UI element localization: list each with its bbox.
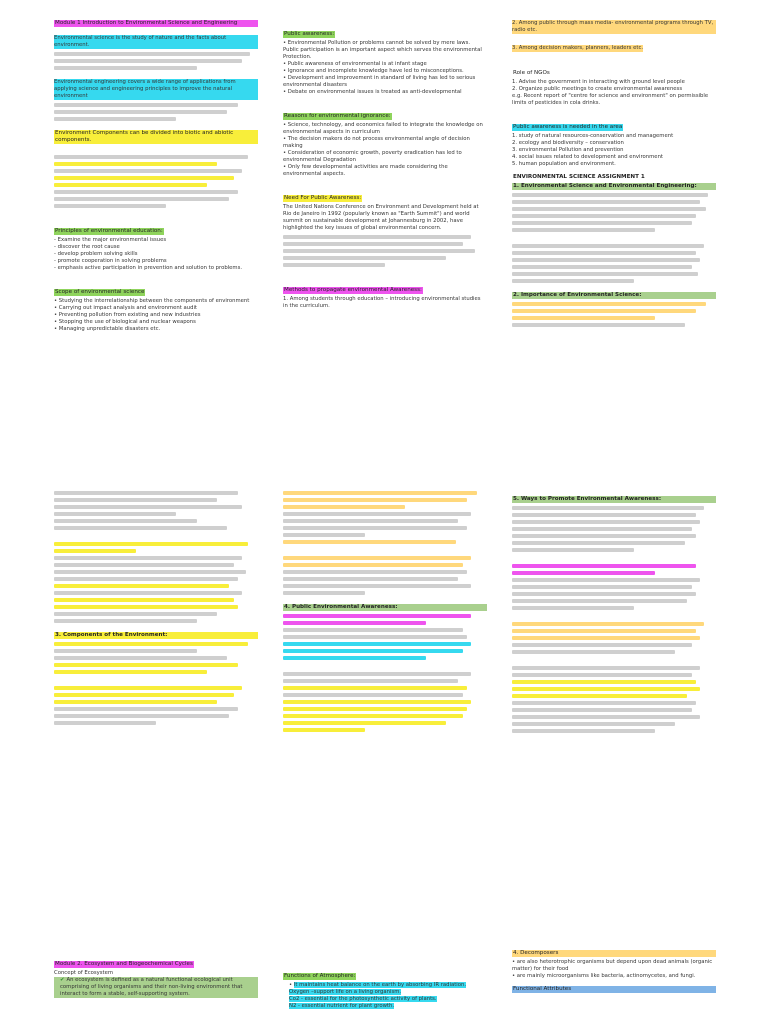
- section3-column-3: [512, 950, 716, 995]
- assignment-heading-1: 1. Environmental Science and Environmental Engineering:: [512, 183, 716, 190]
- atmosphere-bullet: [283, 982, 487, 1010]
- atmosphere-bullet-text: It maintains heat balance on the earth by absorbing IR radiation. Oxygen –support life on a living organism. Co2 - essential for the photosynthetic activity of plants. N2 - essential nutrient for plant growth.: [289, 982, 467, 1009]
- bullet-icon: •: [289, 982, 294, 988]
- ecosystem-definition-text: An ecosystem is defined as a natural functional ecological unit comprising of living organisms and their non-living environment that interact to form a stable, self-supporting system.: [60, 977, 243, 997]
- module-2-title: Module 2. Ecosystem and Biogeochemical Cycles: [55, 961, 193, 967]
- scope-list: • Studying the interrelationship between the components of environment • Carrying out impact analysis and environment audit • Preventing pollution from existing and new industries • Stopping the use of biological and nuclear weapons • Managing unpredictable disasters etc.: [54, 298, 250, 332]
- decision-makers-line: 3. Among decision makers, planners, leaders etc.: [512, 45, 644, 51]
- section1-column-3: [512, 20, 716, 330]
- functional-attributes-heading: Functional Attributes: [512, 986, 716, 993]
- section3-column-2: [283, 962, 487, 1010]
- components-heading: Environment Components can be divided into biotic and abiotic components.: [54, 130, 258, 144]
- section2-column-2: [283, 488, 487, 735]
- principles-list: - Examine the major environmental issues - discover the root cause - develop problem solving skills - promote cooperation in solving problems - emphasis active participation in prevention and solution to problems.: [54, 237, 243, 271]
- public-awareness-heading: Public awareness:: [284, 31, 335, 37]
- need-text: The United Nations Conference on Environment and Development held at Rio de Janeiro in 1992 (popularly known as "Earth Summit") and world summit on sustainable development at Johannesburg in 2002, have highlighted the key issues of global environmental concern.: [283, 204, 479, 231]
- components-environment-heading: 3. Components of the Environment:: [54, 632, 258, 639]
- area-heading: Public awareness is needed in the area: [513, 124, 623, 130]
- concept-of-ecosystem: Concept of Ecosystem: [54, 970, 114, 976]
- intro-highlight: Environmental science is the study of nature and the facts about environment.: [54, 35, 258, 49]
- ngo-heading: Role of NGOs: [513, 70, 550, 76]
- decomposers-text: • are also heterotrophic organisms but depend upon dead animals (organic matter) for their food • are mainly microorganisms like bacteria, actinomycetes, and fungi.: [512, 959, 713, 979]
- section2-column-3: [512, 496, 716, 736]
- need-heading: Need For Public Awareness:: [284, 195, 362, 201]
- checkmark-icon: ✔: [60, 977, 65, 983]
- assignment-title: ENVIRONMENTAL SCIENCE ASSIGNMENT 1: [513, 174, 645, 180]
- principles-heading: Principles of environmental education:: [55, 228, 163, 234]
- section1-column-1: [54, 20, 258, 333]
- section3-column-1: [54, 950, 258, 998]
- mass-media-line: 2. Among public through mass media- environmental programs through TV, radio etc.: [512, 20, 716, 34]
- section2-column-1: [54, 488, 258, 728]
- public-environmental-awareness-heading: 4. Public Environmental Awareness:: [283, 604, 487, 611]
- functions-atmosphere-heading: Functions of Atmosphere:: [284, 973, 356, 979]
- scope-heading: Scope of environmental science: [55, 289, 145, 295]
- assignment-heading-2: 2. Importance of Environmental Science:: [512, 292, 716, 299]
- decomposers-heading: 4. Decomposers: [512, 950, 716, 957]
- reasons-text: • Science, technology, and economics failed to integrate the knowledge on environmental aspects in curriculum • The decision makers do not process environmental angle of decision making • Consideration of economic growth, poverty eradication has led to environmental Degradation • Only few developmental activities are made considering the environmental aspects.: [283, 122, 483, 177]
- intro-highlight-2: Environmental engineering covers a wide range of applications from applying science and engineering principles to improve the natural environment: [54, 79, 258, 100]
- ways-to-promote-heading: 5. Ways to Promote Environmental Awareness:: [512, 496, 716, 503]
- area-list: 1. study of natural resources-conservation and management 2. ecology and biodiversity – conservation 3. environmental Pollution and prevention 4. social issues related to development and environment 5. human population and environment.: [512, 133, 674, 167]
- ecosystem-definition: [54, 977, 258, 998]
- methods-heading: Methods to propagate environmental Awareness:: [284, 287, 422, 293]
- section1-column-2: [283, 20, 487, 310]
- module-1-title: Module 1 Introduction to Environmental Science and Engineering: [54, 20, 258, 27]
- public-awareness-text: • Environmental Pollution or problems cannot be solved by mere laws. Public participation is an important aspect which serves the environmental Protection. • Public awareness of environmental is at infant stage • Ignorance and incomplete knowledge have led to misconceptions. • Development and improvement in standard of living has led to serious environmental disasters • Debate on environmental issues is treated as anti-developmental: [283, 40, 482, 95]
- reasons-heading: Reasons for environmental ignorance:: [284, 113, 391, 119]
- ngo-text: 1. Advise the government in interacting with ground level people 2. Organize public meetings to create environmental awareness e.g. Recent report of "centre for science and environment" on permissible limits of pesticides in cola drinks.: [512, 79, 709, 106]
- methods-text: 1. Among students through education – introducing environmental studies in the curriculum.: [283, 296, 481, 309]
